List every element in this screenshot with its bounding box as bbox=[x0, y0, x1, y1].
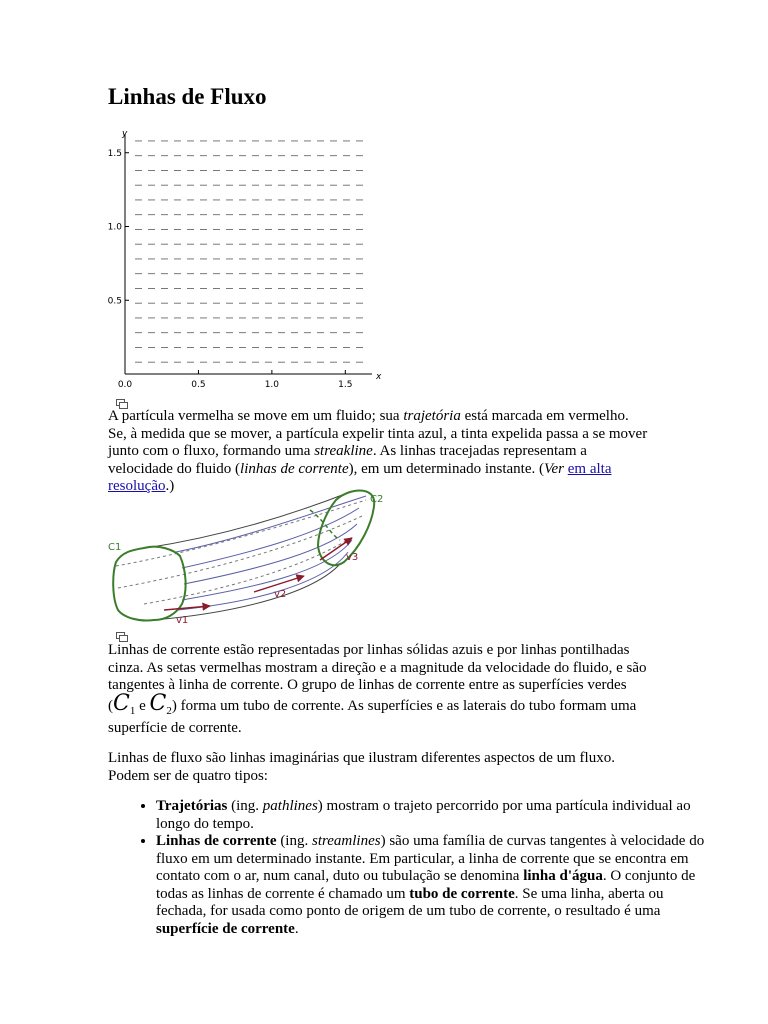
dotted-streamline-3 bbox=[144, 536, 354, 604]
paragraph-trajectory: A partícula vermelha se move em um fluido; sua trajetória está marcada em vermelho. Se, à medida que se mover, a partícula expelir tinta azul, a tinta expelida passa a se mover junto com o fluxo, formando uma streakline. As linhas tracejadas representam a velocidade do fluido (linhas de corrente), em um determinado instante. (Ver em alta resolução.) bbox=[108, 408, 648, 494]
label-v1: v1 bbox=[176, 615, 189, 626]
label-v3: v3 bbox=[346, 552, 359, 563]
y-tick-label: 1.0 bbox=[107, 222, 122, 233]
paragraph-streamlines: Linhas de corrente estão representadas por linhas sólidas azuis e por linhas pontilhadas cinza. As setas vermelhas mostram a direção e a magnitude da velocidade do fluido, e são tangentes à linha de corrente. O grupo de linhas de corrente entre as superfícies verdes ($C_1$ e $C_2$) forma um tubo de corrente. As superfícies e as laterais do tubo formam uma superfície de corrente. bbox=[108, 642, 647, 736]
streamline-3 bbox=[184, 524, 357, 584]
list-item: • Trajetórias (ing. pathlines) mostram o trajeto percorrido por uma partícula individual ao longo do tempo. bbox=[156, 798, 708, 833]
tube-bottom-edge bbox=[154, 564, 340, 620]
label-c1: C1 bbox=[108, 542, 122, 553]
y-tick-label: 0.5 bbox=[107, 296, 122, 307]
page-title: Linhas de Fluxo bbox=[108, 84, 267, 109]
surface-c2-dashed-front bbox=[310, 510, 340, 540]
chart-lines bbox=[135, 141, 366, 362]
y-axis-label: y bbox=[122, 129, 128, 139]
x-tick-label: 1.5 bbox=[338, 380, 353, 390]
stream-tube-diagram bbox=[104, 486, 386, 628]
flow-line-types-list bbox=[108, 798, 708, 938]
paragraph-flow-lines: Linhas de fluxo são linhas imaginárias que ilustram diferentes aspectos de um fluxo. Podem ser de quatro tipos: bbox=[108, 750, 615, 784]
x-axis-label: x bbox=[376, 372, 382, 382]
x-tick-label: 0.0 bbox=[117, 380, 133, 390]
y-tick-label: 1.5 bbox=[107, 148, 122, 159]
x-tick-label: 1.0 bbox=[264, 380, 280, 390]
streamline-1 bbox=[176, 496, 366, 552]
label-v2: v2 bbox=[274, 589, 287, 600]
enlarge-icon[interactable] bbox=[116, 632, 128, 642]
x-tick-label: 0.5 bbox=[191, 380, 206, 390]
label-c2: C2 bbox=[370, 494, 384, 505]
high-resolution-link[interactable]: em alta resolução bbox=[108, 460, 612, 494]
streamline-4 bbox=[182, 540, 352, 600]
list-item: • Linhas de corrente (ing. streamlines) são uma família de curvas tangentes à velocidade do fluxo em um determinado instante. Em particular, a linha de corrente que se encontra em contato com o ar, num canal, duto ou tubulação se denomina linha d'água. O conjunto de todas as linhas de corrente é chamado um tubo de corrente. Se uma linha, aberta ou fechada, for usada como ponto de origem de um tubo de corrente, o resultado é uma superfície de corrente. bbox=[156, 833, 708, 938]
dotted-streamline-2 bbox=[118, 516, 362, 588]
streamline-chart bbox=[100, 124, 390, 394]
streamline-2 bbox=[182, 508, 359, 568]
